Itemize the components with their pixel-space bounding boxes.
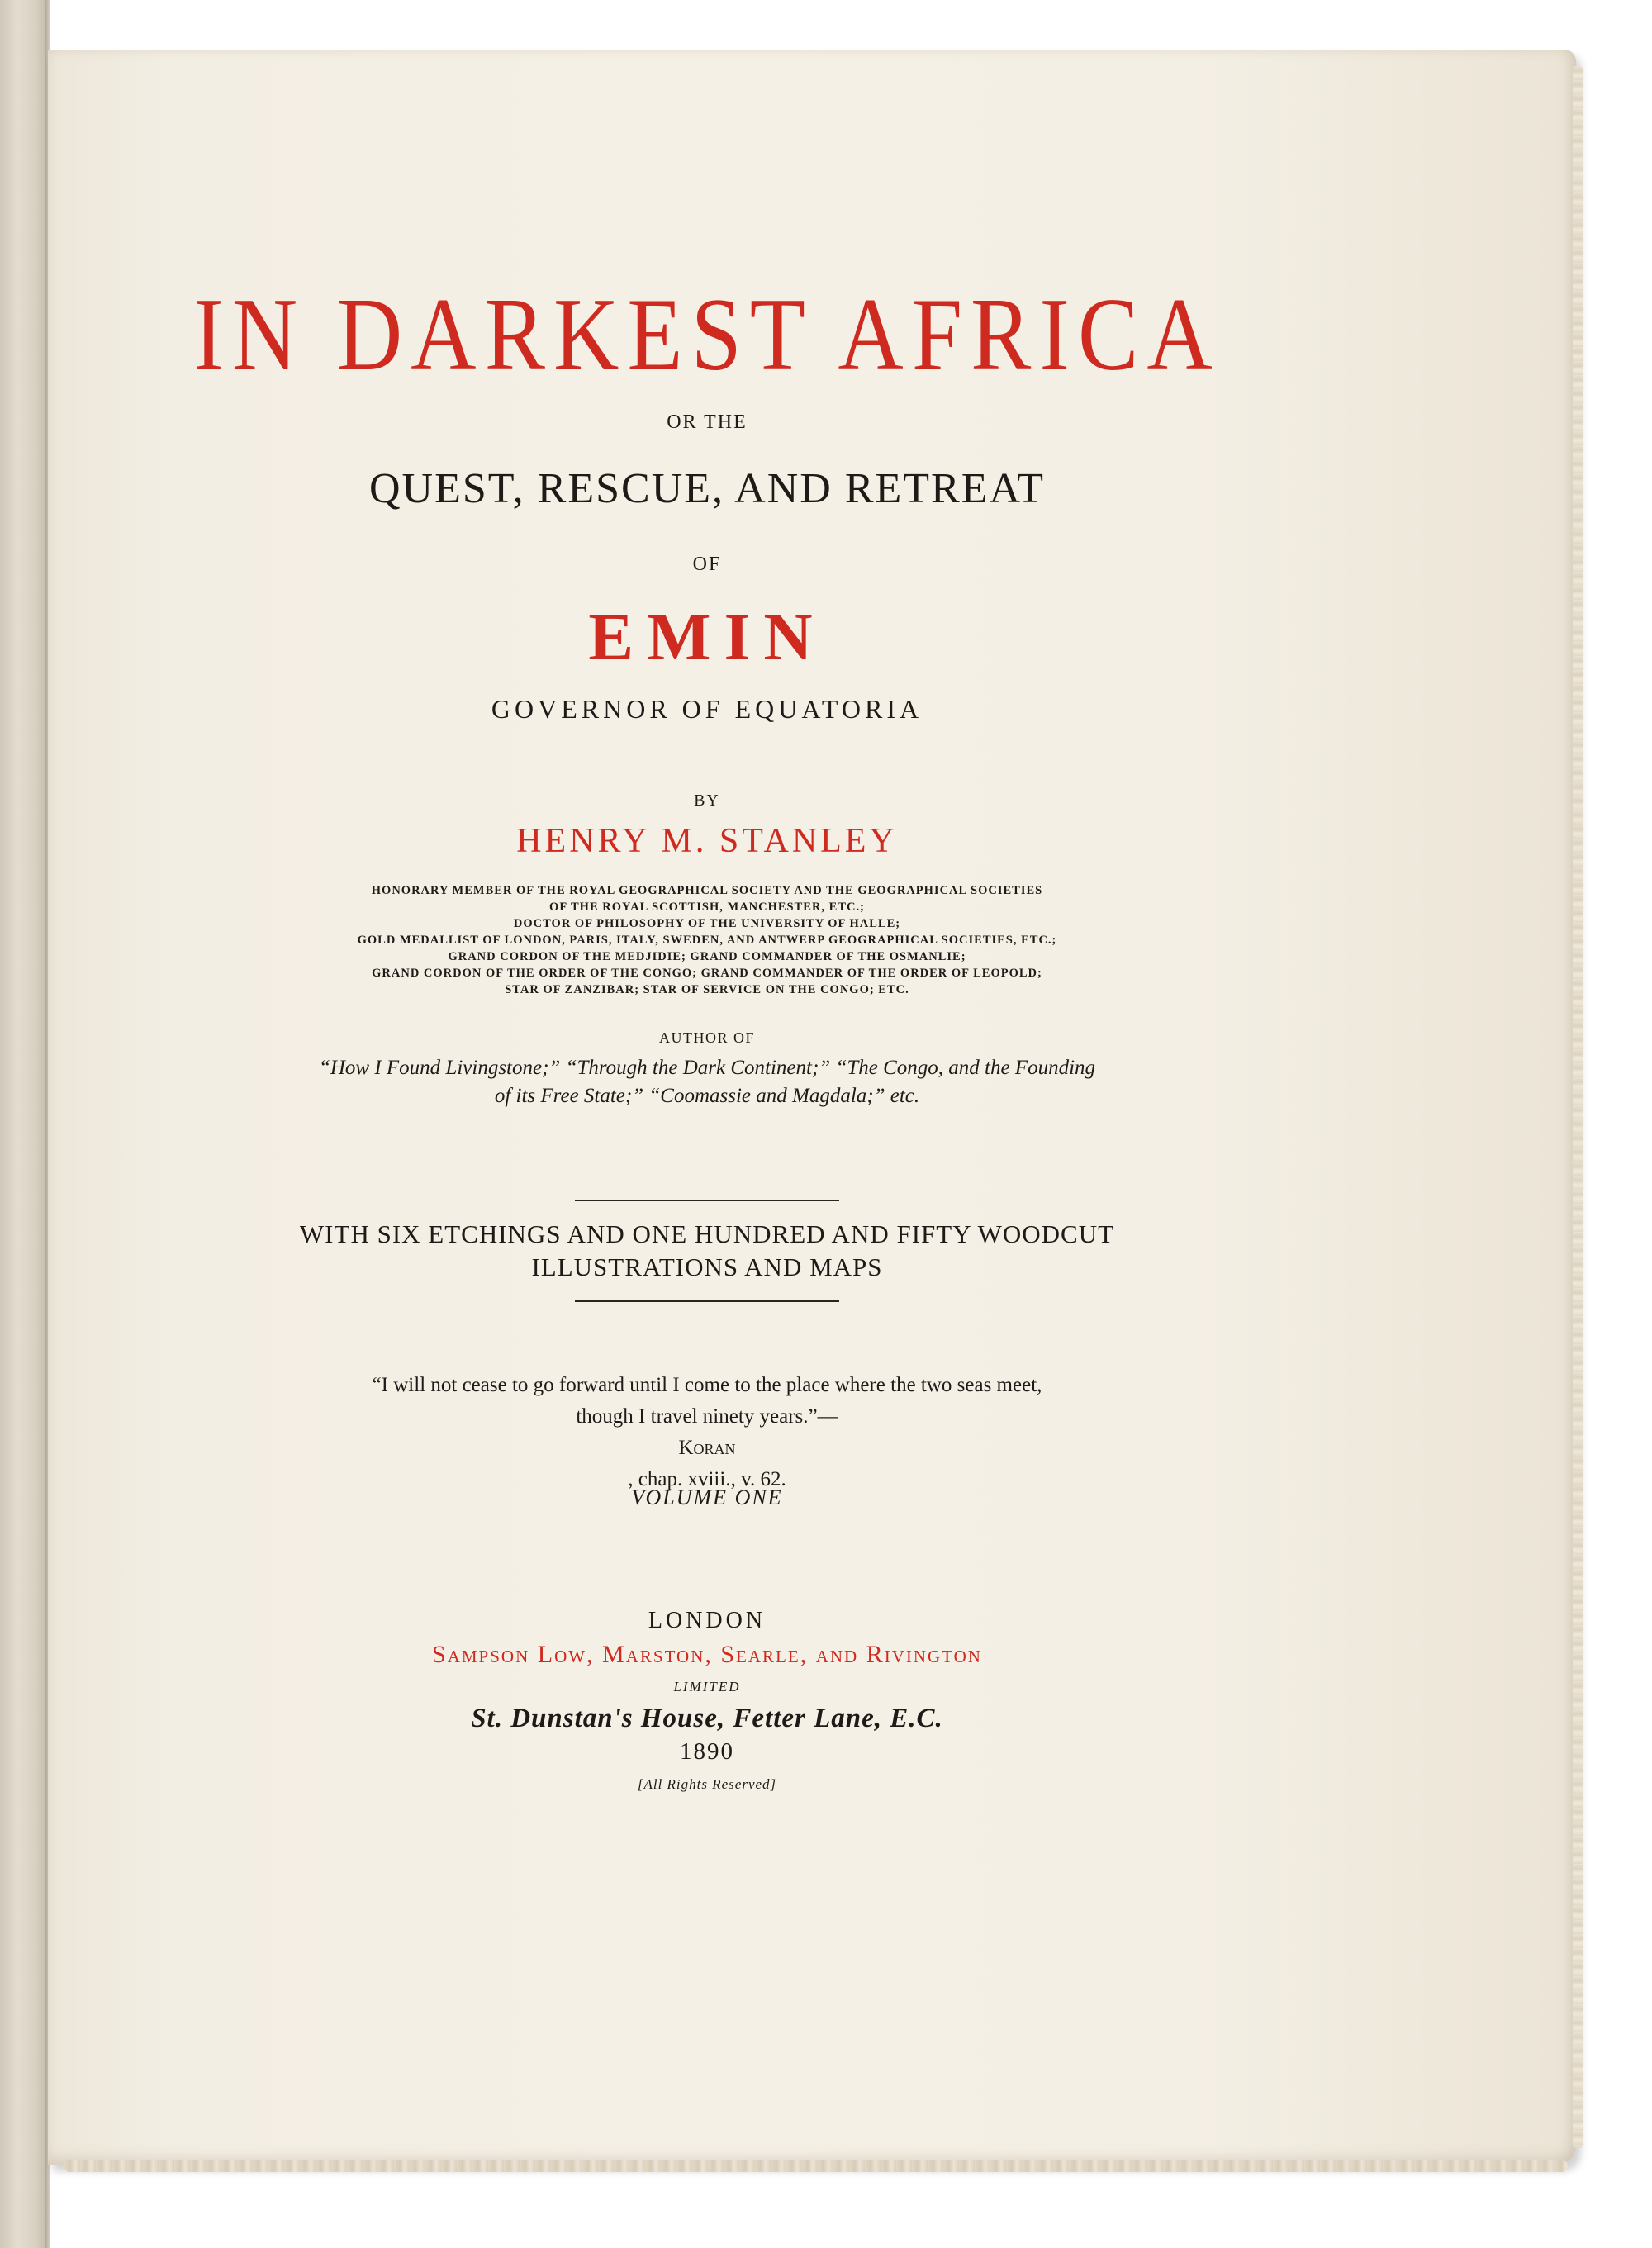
emin-heading: EMIN	[588, 599, 826, 674]
by-label: BY	[694, 791, 720, 810]
honor-line: GRAND CORDON OF THE ORDER OF THE CONGO; GRAND COMMANDER OF THE ORDER OF LEOPOLD;	[372, 967, 1042, 980]
divider-rule	[575, 1200, 839, 1201]
honor-line: HONORARY MEMBER OF THE ROYAL GEOGRAPHICAL SOCIETY AND THE GEOGRAPHICAL SOCIETIES	[371, 884, 1043, 897]
quote-source: Koran	[678, 1437, 736, 1459]
quote-line: “I will not cease to go forward until I come to the place where the two seas meet,	[372, 1374, 1042, 1396]
author-name: HENRY M. STANLEY	[516, 822, 898, 860]
honor-line: OF THE ROYAL SCOTTISH, MANCHESTER, ETC.;	[549, 901, 865, 914]
illustrations-note	[96, 1218, 1318, 1284]
epigraph-quote	[96, 1370, 1318, 1495]
title-page	[48, 50, 1576, 2165]
book-title: IN DARKEST AFRICA	[193, 276, 1221, 392]
quote-text: though I travel ninety years.”—	[576, 1405, 838, 1428]
publisher-name: Sampson Low, Marston, Searle, and Rivington	[432, 1641, 982, 1668]
publication-year: 1890	[680, 1738, 734, 1765]
honor-line: GRAND CORDON OF THE MEDJIDIE; GRAND COMMANDER OF THE OSMANLIE;	[448, 950, 966, 963]
publisher-address: St. Dunstan's House, Fetter Lane, E.C.	[471, 1704, 943, 1733]
honor-line: DOCTOR OF PHILOSOPHY OF THE UNIVERSITY OF HALLE;	[513, 917, 901, 930]
previous-works	[96, 1054, 1318, 1110]
book-subtitle: QUEST, RESCUE, AND RETREAT	[368, 465, 1046, 512]
quote-line	[96, 1401, 1318, 1495]
of-label: OF	[692, 554, 722, 575]
governor-line: GOVERNOR OF EQUATORIA	[491, 694, 923, 724]
divider-rule	[575, 1300, 839, 1302]
deckle-edge-bottom	[64, 2160, 1568, 2172]
illustrations-line: WITH SIX ETCHINGS AND ONE HUNDRED AND FIFTY WOODCUT	[299, 1219, 1115, 1248]
deckle-edge-right	[1573, 66, 1583, 2148]
honor-line: GOLD MEDALLIST OF LONDON, PARIS, ITALY, SWEDEN, AND ANTWERP GEOGRAPHICAL SOCIETIES, ETC.;	[357, 934, 1057, 947]
or-the-label: OR THE	[667, 411, 748, 433]
volume-label: VOLUME ONE	[631, 1485, 783, 1509]
illustrations-line: ILLUSTRATIONS AND MAPS	[531, 1252, 883, 1281]
honor-line: STAR OF ZANZIBAR; STAR OF SERVICE ON THE CONGO; ETC.	[505, 983, 909, 996]
quote-citation: , chap. xviii., v. 62.	[628, 1468, 786, 1490]
publication-place: LONDON	[648, 1608, 767, 1633]
rights-notice: [All Rights Reserved]	[637, 1776, 777, 1792]
limited-label: LIMITED	[673, 1679, 741, 1694]
works-line: “How I Found Livingstone;” “Through the Dark Continent;” “The Congo, and the Founding	[318, 1057, 1096, 1079]
left-page-edge	[0, 0, 50, 2248]
author-of-label: AUTHOR OF	[658, 1029, 755, 1046]
author-honors	[96, 882, 1318, 998]
works-line: of its Free State;” “Coomassie and Magdala;” etc.	[494, 1085, 920, 1107]
